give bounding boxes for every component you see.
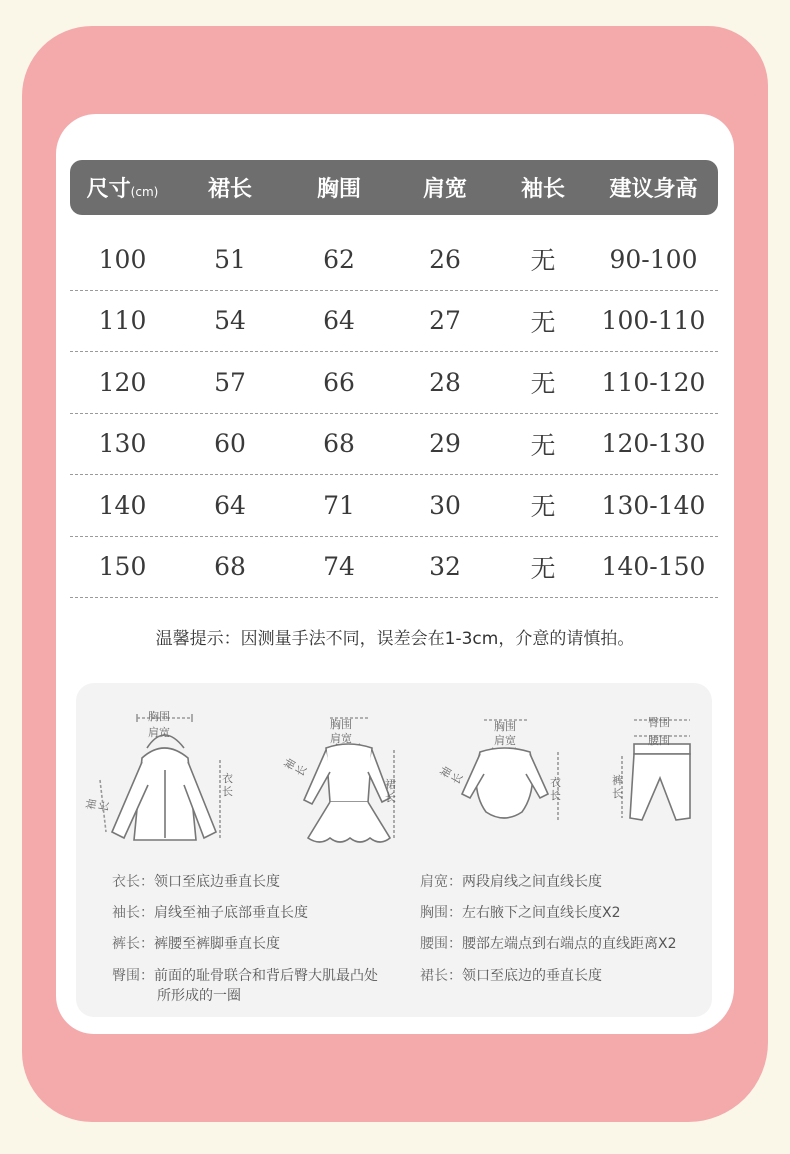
cell-height: 100-110 [601,306,706,336]
definition-item: 衣长：领口至底边垂直长度 [112,874,280,890]
cell-chest: 71 [323,490,355,520]
cell-chest: 64 [323,306,355,336]
cell-chest: 68 [323,429,355,459]
dress-sleeve-label: 袖长 [281,756,310,779]
jacket-figure [84,700,242,850]
jacket-shoulder-label: 肩宽 [148,726,170,739]
cell-height: 140-150 [601,552,706,582]
cell-height: 110-120 [601,367,706,397]
definition-item: 胸围：左右腋下之间直线长度X2 [420,905,621,921]
cell-shoulder: 32 [429,552,461,582]
jacket-chest-label: 胸围 [148,710,170,723]
cell-size: 130 [98,429,147,459]
definition-item: 裤长：裤腰至裤脚垂直长度 [112,936,280,952]
romper-shoulder-label: 肩宽 [494,734,516,747]
romper-figure [437,700,570,850]
pants-waist-label: 腰围 [648,734,670,747]
cell-shoulder: 26 [429,244,461,274]
cell-size: 100 [98,244,147,274]
cell-shoulder: 28 [429,367,461,397]
dress-length-label: 裙长 [385,778,396,804]
cell-sleeve: 无 [530,307,556,337]
measurement-tip: 温馨提示：因测量手法不同，误差会在1-3cm，介意的请慎拍。 [155,629,635,649]
table-row [70,229,718,291]
table-row [70,291,718,353]
dress-shoulder-label: 肩宽 [330,732,352,745]
dress-chest-label: 胸围 [330,718,352,731]
romper-chest-label: 胸围 [494,720,516,733]
cell-size: 140 [98,490,147,520]
cell-skirt-length: 64 [214,490,246,520]
definition-item: 腰围：腰部左端点到右端点的直线距离X2 [420,936,677,952]
cell-sleeve: 无 [530,553,556,583]
header-chest: 胸围 [316,177,361,202]
header-skirt-length: 裙长 [207,177,252,202]
header-height: 建议身高 [609,177,698,202]
pants-figure [600,700,700,850]
romper-length-label: 衣长 [550,776,561,802]
cell-chest: 62 [323,244,355,274]
dress-figure [281,700,410,850]
cell-sleeve: 无 [530,430,556,460]
definition-item: 裙长：领口至底边的垂直长度 [420,968,602,984]
header-size: 尺寸(cm) [86,177,159,202]
pants-hip-label: 臀围 [648,716,670,729]
cell-size: 150 [98,552,147,582]
header-sleeve: 袖长 [520,177,565,202]
cell-chest: 66 [323,367,355,397]
pants-length-label: 裤长 [612,774,623,800]
cell-sleeve: 无 [530,369,556,399]
cell-height: 90-100 [609,244,698,274]
cell-height: 130-140 [601,490,706,520]
cell-height: 120-130 [601,429,706,459]
table-row [70,352,718,414]
header-shoulder: 肩宽 [422,177,467,202]
cell-skirt-length: 51 [214,244,246,274]
size-table-header [70,160,718,215]
cell-shoulder: 27 [429,306,461,336]
cell-chest: 74 [323,552,355,582]
cell-shoulder: 30 [429,490,461,520]
cell-size: 110 [98,306,147,336]
cell-skirt-length: 54 [214,306,246,336]
cell-skirt-length: 68 [214,552,246,582]
jacket-sleeve-label: 袖长 [84,797,112,814]
definition-item: 袖长：肩线至袖子底部垂直长度 [112,905,308,921]
table-row [70,475,718,537]
definition-item: 肩宽：两段肩线之间直线长度 [420,874,602,890]
cell-shoulder: 29 [429,429,461,459]
jacket-length-label: 衣长 [222,772,233,798]
cell-size: 120 [98,367,147,397]
romper-sleeve-label: 袖长 [437,764,466,787]
table-row [70,537,718,599]
table-row [70,414,718,476]
cell-skirt-length: 57 [214,367,246,397]
cell-sleeve: 无 [530,246,556,276]
size-table-body [70,229,718,598]
cell-sleeve: 无 [530,492,556,522]
definition-item: 臀围：前面的耻骨联合和背后臀大肌最凸处 所形成的一圈 [112,968,378,1004]
cell-skirt-length: 60 [214,429,246,459]
